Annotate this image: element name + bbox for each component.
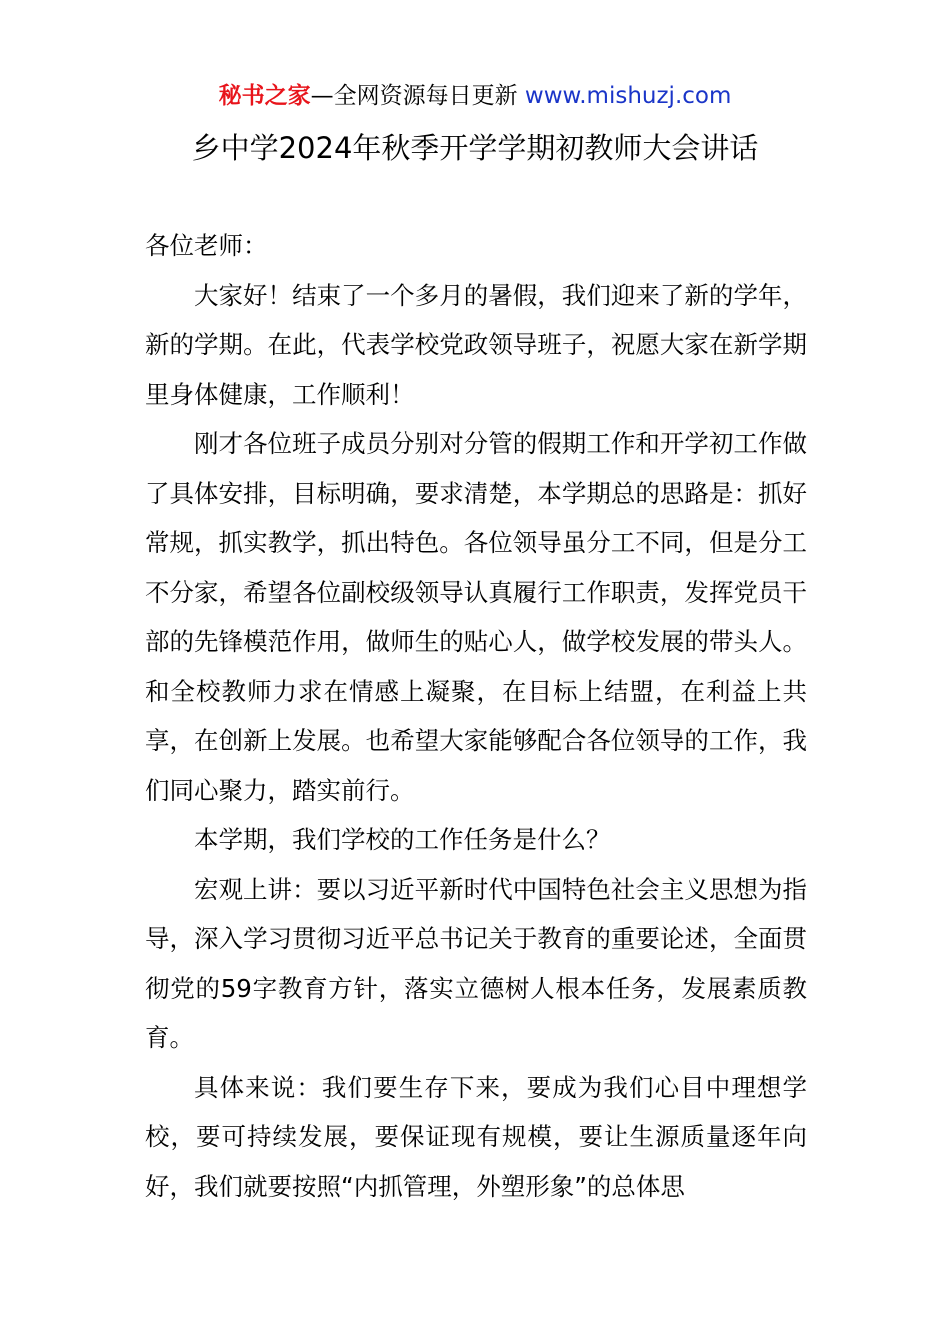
paragraph-arrangement: 刚才各位班子成员分别对分管的假期工作和开学初工作做了具体安排，目标明确，要求清楚，本学期总的思路是：抓好常规，抓实教学，抓出特色。各位领导虽分工不同，但是分工不分家，希望各位副校级领导认真履行工作职责，发挥党员干部的先锋模范作用，做师生的贴心人，做学校发展的带头人。和全校教师力求在情感上凝聚，在目标上结盟，在利益上共享，在创新上发展。也希望大家能够配合各位领导的工作，我们同心聚力，踏实前行。 bbox=[145, 429, 807, 805]
brand-name: 秘书之家 bbox=[218, 83, 311, 109]
site-header bbox=[0, 80, 950, 112]
paragraph-specific: 具体来说：我们要生存下来，要成为我们心目中理想学校，要可持续发展，要保证现有规模，要让生源质量逐年向好，我们就要按照“内抓管理，外塑形象”的总体思 bbox=[145, 1072, 807, 1201]
document-title: 乡中学2024年秋季开学学期初教师大会讲话 bbox=[191, 131, 759, 165]
document-body bbox=[145, 221, 807, 1211]
header-tagline: —全网资源每日更新 bbox=[310, 83, 525, 109]
paragraph-greeting: 大家好！结束了一个多月的暑假，我们迎来了新的学年，新的学期。在此，代表学校党政领导班子，祝愿大家在新学期里身体健康，工作顺利！ bbox=[145, 280, 807, 409]
salutation: 各位老师： bbox=[145, 231, 268, 260]
site-url-link[interactable]: www.mishuzj.com bbox=[524, 83, 732, 109]
paragraph-question: 本学期，我们学校的工作任务是什么？ bbox=[194, 825, 611, 854]
paragraph-macro: 宏观上讲：要以习近平新时代中国特色社会主义思想为指导，深入学习贯彻习近平总书记关于教育的重要论述，全面贯彻党的59字教育方针，落实立德树人根本任务，发展素质教育。 bbox=[145, 874, 807, 1052]
